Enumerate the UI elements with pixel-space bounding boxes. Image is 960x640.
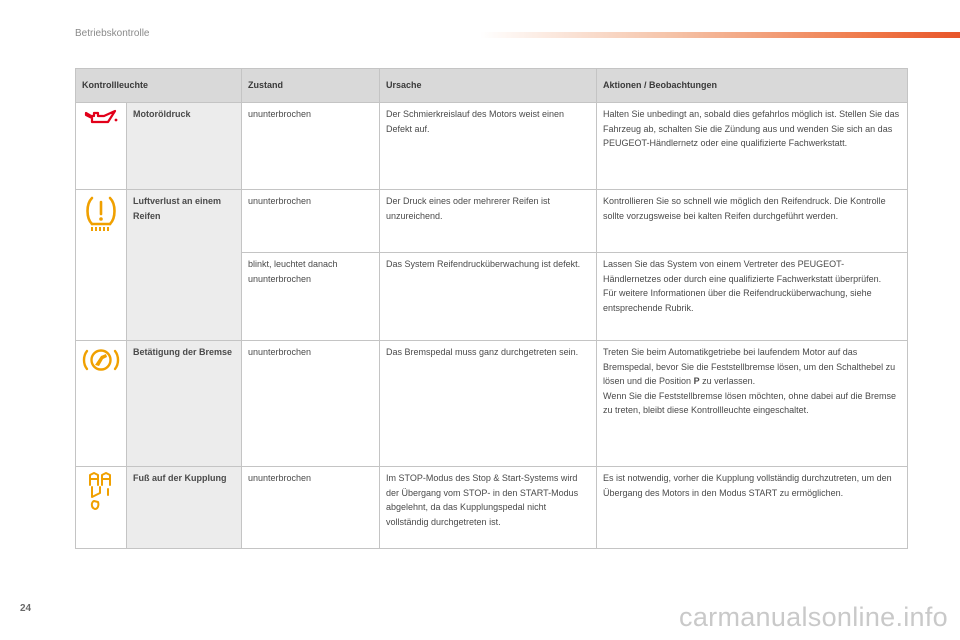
watermark: carmanualsonline.info: [679, 602, 948, 632]
tyre-pressure-icon: [84, 194, 118, 234]
section-title: Betriebskontrolle: [75, 28, 150, 39]
zustand-cell: ununterbrochen: [242, 190, 380, 253]
ursache-cell: Der Schmierkreislauf des Motors weist einen Defekt auf.: [380, 103, 597, 190]
header-zustand: Zustand: [242, 69, 380, 103]
icon-cell: [76, 467, 127, 549]
aktion-text: Lassen Sie das System von einem Vertreter des PEUGEOT-Händlernetzes oder durch eine qualifizierte Fachwerkstatt überprüfen.: [603, 259, 882, 284]
oil-can-icon: [84, 107, 118, 127]
zustand-cell: ununterbrochen: [242, 103, 380, 190]
table-row: [76, 190, 908, 253]
aktion-cell: [597, 253, 908, 341]
aktion-text: Wenn Sie die Feststellbremse lösen möchten, ohne dabei auf die Bremse zu treten, bleibt diese Kontrollleuchte eingeschaltet.: [603, 390, 896, 415]
brake-pedal-icon: [82, 345, 120, 375]
clutch-foot-icon: [86, 471, 116, 513]
ursache-cell: Im STOP-Modus des Stop & Start-Systems wird der Übergang vom STOP- in den START-Modus abgelehnt, da das Kupplungspedal nicht vollständig durchgetreten ist.: [380, 467, 597, 549]
aktion-text: Treten Sie beim Automatikgetriebe bei laufendem Motor auf das Bremspedal, bevor Sie die Feststellbremse lösen, um den Schalthebel zu lösen und die Position: [603, 347, 896, 386]
zustand-cell: blinkt, leuchtet danach ununterbrochen: [242, 253, 380, 341]
icon-cell: [76, 190, 127, 341]
header-aktionen: Aktionen / Beobachtungen: [597, 69, 908, 103]
table-header-row: [76, 69, 908, 103]
aktion-text: Für weitere Informationen über die Reifendrucküberwachung, siehe entsprechende Rubrik.: [603, 288, 872, 313]
header-accent-bar: [480, 32, 960, 38]
aktion-cell: Halten Sie unbedingt an, sobald dies gefahrlos möglich ist. Stellen Sie das Fahrzeug ab, schalten Sie die Zündung aus und wenden Sie sich an das PEUGEOT-Händlernetz oder eine qualifizierte Fachwerkstatt.: [597, 103, 908, 190]
icon-cell: [76, 341, 127, 467]
gear-position-p: P: [693, 376, 700, 386]
page-number: 24: [20, 603, 32, 614]
ursache-cell: Das Bremspedal muss ganz durchgetreten sein.: [380, 341, 597, 467]
header-ursache: Ursache: [380, 69, 597, 103]
name-bremse: Betätigung der Bremse: [127, 341, 242, 467]
name-motoroeldruck: Motoröldruck: [127, 103, 242, 190]
ursache-cell: Der Druck eines oder mehrerer Reifen ist unzureichend.: [380, 190, 597, 253]
table-row: [76, 467, 908, 549]
name-kupplung: Fuß auf der Kupplung: [127, 467, 242, 549]
aktion-cell: [597, 341, 908, 467]
name-luftverlust: Luftverlust an einem Reifen: [127, 190, 242, 341]
table-row: [76, 341, 908, 467]
warning-lights-table: [75, 68, 908, 549]
zustand-cell: ununterbrochen: [242, 467, 380, 549]
zustand-cell: ununterbrochen: [242, 341, 380, 467]
ursache-cell: Das System Reifendrucküberwachung ist defekt.: [380, 253, 597, 341]
aktion-cell: Es ist notwendig, vorher die Kupplung vollständig durchzutreten, um den Übergang des Motors in den Modus START zu ermöglichen.: [597, 467, 908, 549]
table-row: [76, 103, 908, 190]
header-kontrollleuchte: Kontrollleuchte: [76, 69, 242, 103]
aktion-cell: Kontrollieren Sie so schnell wie möglich den Reifendruck. Die Kontrolle sollte vorzugsweise bei kalten Reifen durchgeführt werden.: [597, 190, 908, 253]
icon-cell: [76, 103, 127, 190]
aktion-text: zu verlassen.: [699, 376, 756, 386]
